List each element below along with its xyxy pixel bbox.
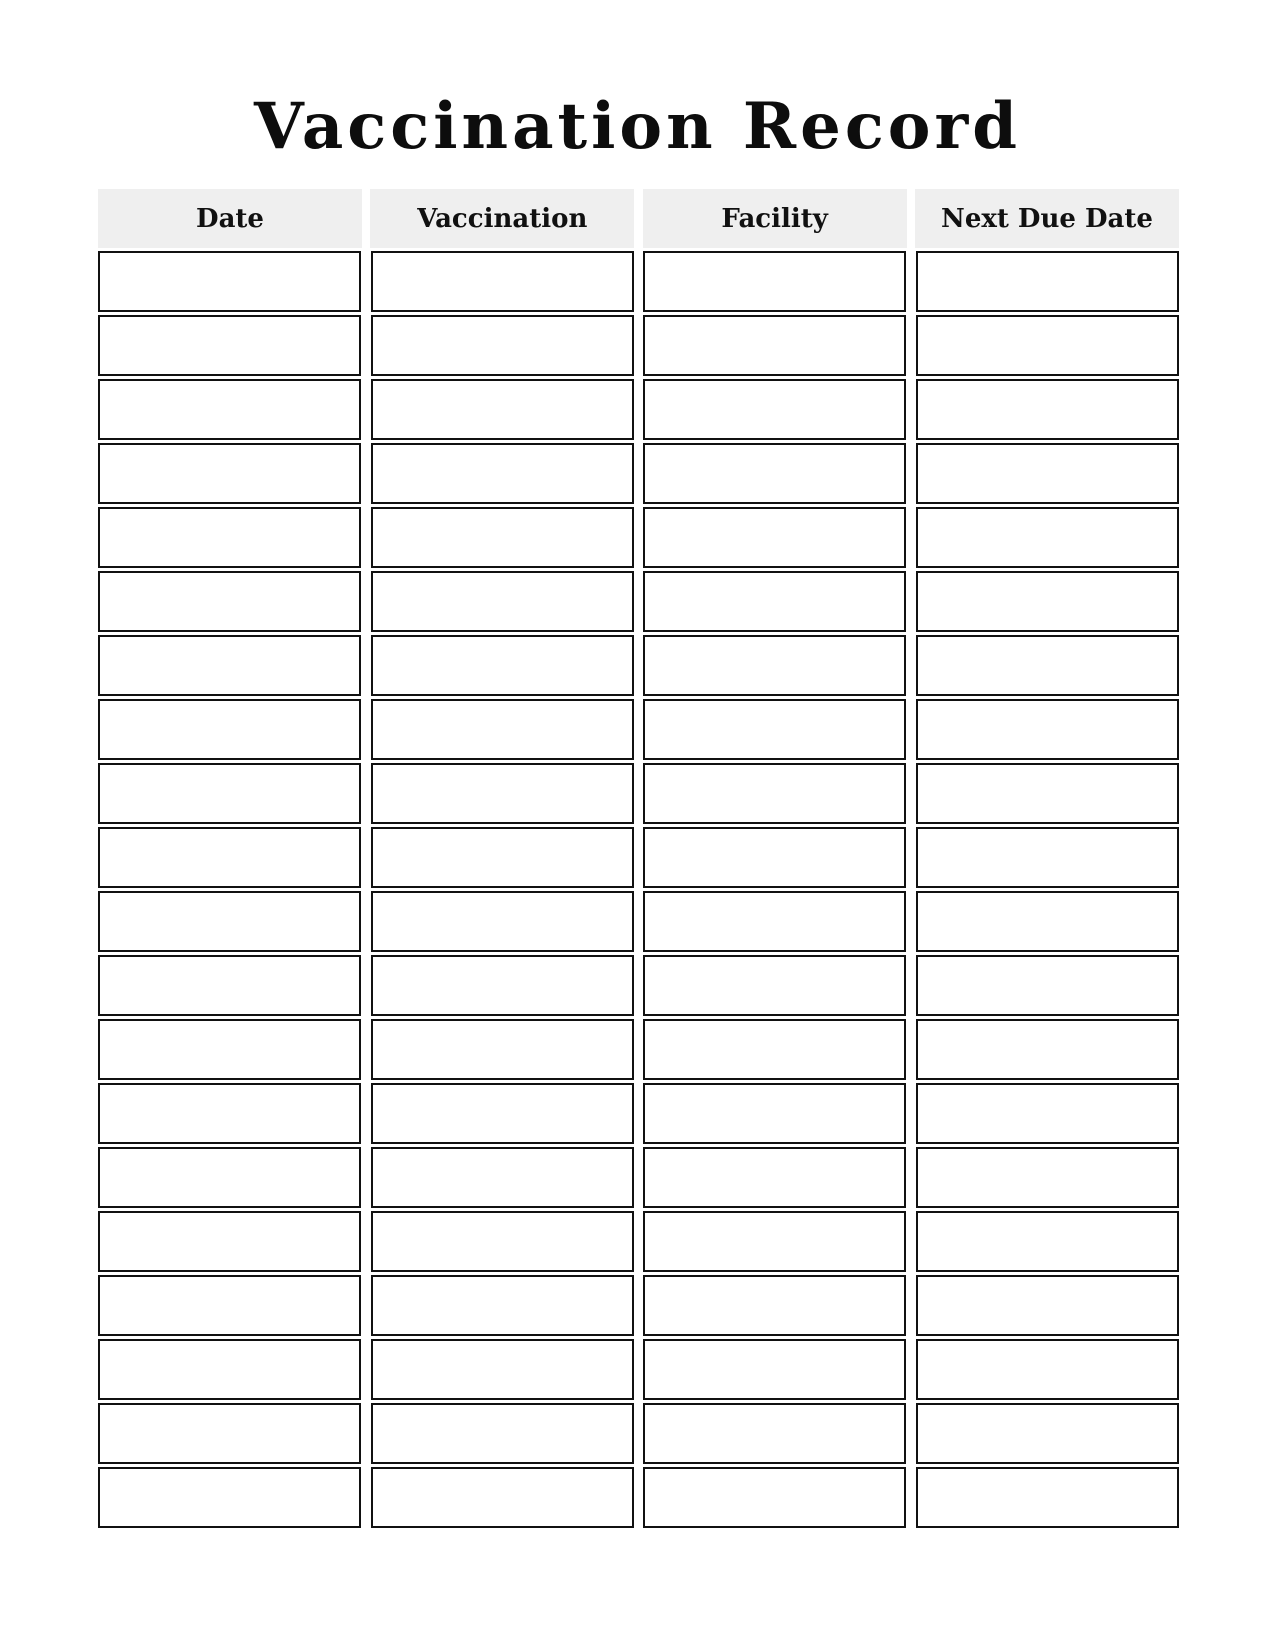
table-row (98, 635, 1179, 696)
cell-next-due-date[interactable] (916, 1147, 1179, 1208)
table-row (98, 891, 1179, 952)
column-header-date: Date (98, 189, 362, 248)
table-header (98, 189, 1179, 248)
cell-facility[interactable] (643, 251, 906, 312)
cell-vaccination[interactable] (371, 1467, 634, 1528)
cell-date[interactable] (98, 251, 361, 312)
cell-facility[interactable] (643, 891, 906, 952)
cell-date[interactable] (98, 379, 361, 440)
cell-facility[interactable] (643, 1147, 906, 1208)
cell-next-due-date[interactable] (916, 955, 1179, 1016)
cell-vaccination[interactable] (371, 955, 634, 1016)
table-row (98, 699, 1179, 760)
cell-vaccination[interactable] (371, 1211, 634, 1272)
cell-facility[interactable] (643, 443, 906, 504)
column-header-vaccination: Vaccination (370, 189, 634, 248)
cell-next-due-date[interactable] (916, 571, 1179, 632)
cell-date[interactable] (98, 1019, 361, 1080)
cell-date[interactable] (98, 763, 361, 824)
cell-date[interactable] (98, 1211, 361, 1272)
cell-facility[interactable] (643, 763, 906, 824)
cell-vaccination[interactable] (371, 507, 634, 568)
table-row (98, 1467, 1179, 1528)
column-header-next-due-date: Next Due Date (915, 189, 1179, 248)
cell-next-due-date[interactable] (916, 1339, 1179, 1400)
cell-vaccination[interactable] (371, 699, 634, 760)
cell-next-due-date[interactable] (916, 699, 1179, 760)
cell-next-due-date[interactable] (916, 1275, 1179, 1336)
cell-date[interactable] (98, 827, 361, 888)
cell-facility[interactable] (643, 1275, 906, 1336)
table-row (98, 571, 1179, 632)
cell-facility[interactable] (643, 635, 906, 696)
table-row (98, 1147, 1179, 1208)
table-row (98, 507, 1179, 568)
column-header-facility: Facility (643, 189, 907, 248)
cell-next-due-date[interactable] (916, 891, 1179, 952)
cell-date[interactable] (98, 699, 361, 760)
cell-facility[interactable] (643, 1467, 906, 1528)
cell-next-due-date[interactable] (916, 827, 1179, 888)
cell-facility[interactable] (643, 379, 906, 440)
cell-date[interactable] (98, 1147, 361, 1208)
cell-next-due-date[interactable] (916, 1403, 1179, 1464)
cell-facility[interactable] (643, 507, 906, 568)
cell-vaccination[interactable] (371, 1019, 634, 1080)
table-row (98, 955, 1179, 1016)
cell-vaccination[interactable] (371, 379, 634, 440)
cell-vaccination[interactable] (371, 251, 634, 312)
cell-date[interactable] (98, 571, 361, 632)
cell-vaccination[interactable] (371, 1339, 634, 1400)
cell-vaccination[interactable] (371, 635, 634, 696)
table-row (98, 1211, 1179, 1272)
cell-next-due-date[interactable] (916, 315, 1179, 376)
cell-facility[interactable] (643, 1019, 906, 1080)
cell-vaccination[interactable] (371, 1403, 634, 1464)
cell-facility[interactable] (643, 571, 906, 632)
cell-date[interactable] (98, 955, 361, 1016)
cell-next-due-date[interactable] (916, 1083, 1179, 1144)
record-table-body (98, 251, 1179, 1531)
cell-next-due-date[interactable] (916, 1467, 1179, 1528)
table-row (98, 315, 1179, 376)
table-row (98, 1019, 1179, 1080)
cell-facility[interactable] (643, 315, 906, 376)
table-row (98, 1083, 1179, 1144)
cell-vaccination[interactable] (371, 571, 634, 632)
cell-date[interactable] (98, 891, 361, 952)
cell-facility[interactable] (643, 827, 906, 888)
cell-vaccination[interactable] (371, 827, 634, 888)
cell-next-due-date[interactable] (916, 379, 1179, 440)
cell-date[interactable] (98, 1339, 361, 1400)
cell-next-due-date[interactable] (916, 1211, 1179, 1272)
cell-date[interactable] (98, 635, 361, 696)
cell-next-due-date[interactable] (916, 763, 1179, 824)
table-row (98, 443, 1179, 504)
table-row (98, 1339, 1179, 1400)
table-row (98, 1275, 1179, 1336)
cell-vaccination[interactable] (371, 1083, 634, 1144)
cell-facility[interactable] (643, 955, 906, 1016)
cell-facility[interactable] (643, 1083, 906, 1144)
cell-date[interactable] (98, 443, 361, 504)
cell-next-due-date[interactable] (916, 443, 1179, 504)
cell-next-due-date[interactable] (916, 507, 1179, 568)
cell-date[interactable] (98, 1275, 361, 1336)
cell-date[interactable] (98, 1083, 361, 1144)
cell-facility[interactable] (643, 699, 906, 760)
cell-next-due-date[interactable] (916, 635, 1179, 696)
cell-facility[interactable] (643, 1403, 906, 1464)
cell-date[interactable] (98, 507, 361, 568)
table-row (98, 827, 1179, 888)
cell-date[interactable] (98, 315, 361, 376)
cell-vaccination[interactable] (371, 1275, 634, 1336)
cell-vaccination[interactable] (371, 763, 634, 824)
cell-vaccination[interactable] (371, 1147, 634, 1208)
cell-facility[interactable] (643, 1211, 906, 1272)
table-row (98, 1403, 1179, 1464)
cell-vaccination[interactable] (371, 443, 634, 504)
cell-date[interactable] (98, 1467, 361, 1528)
cell-date[interactable] (98, 1403, 361, 1464)
cell-vaccination[interactable] (371, 315, 634, 376)
cell-next-due-date[interactable] (916, 1019, 1179, 1080)
cell-facility[interactable] (643, 1339, 906, 1400)
cell-vaccination[interactable] (371, 891, 634, 952)
table-row (98, 379, 1179, 440)
cell-next-due-date[interactable] (916, 251, 1179, 312)
table-row (98, 251, 1179, 312)
table-row (98, 763, 1179, 824)
page-title: Vaccination Record (254, 89, 1021, 164)
